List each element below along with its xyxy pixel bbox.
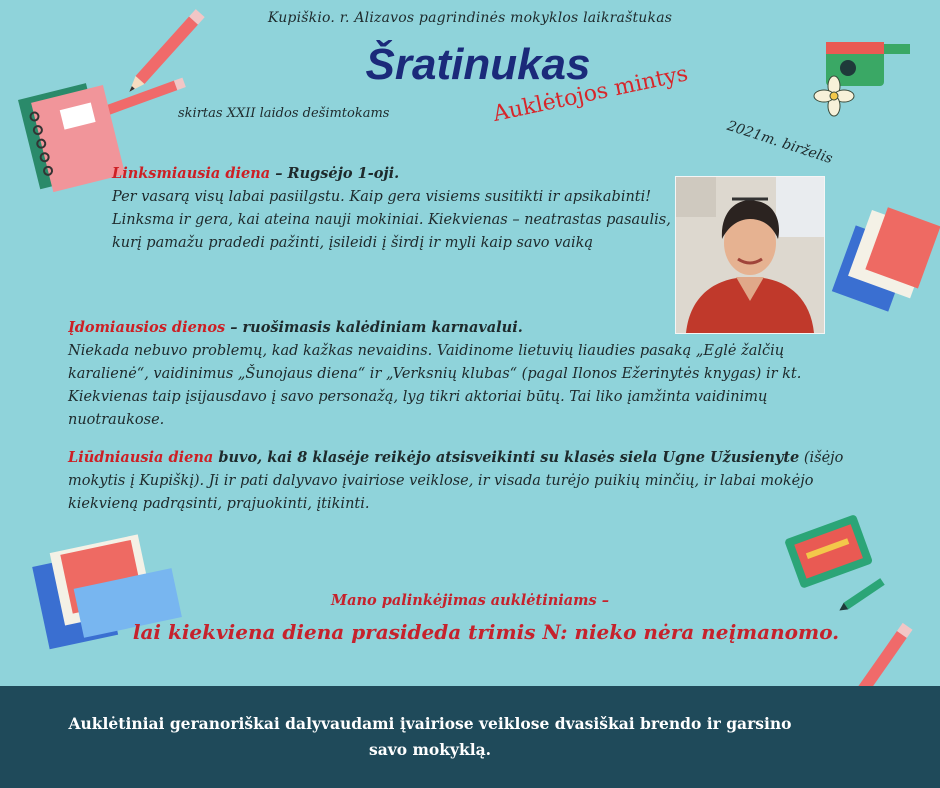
paragraph-headline: – Rugsėjo 1-oji.	[270, 165, 400, 182]
paragraph-label: Įdomiausios dienos	[68, 319, 226, 336]
paragraph-label: Liūdniausia diena	[68, 449, 214, 466]
paragraph-label: Linksmiausia diena	[112, 165, 271, 182]
issue-date: 2021m. birželis	[725, 118, 835, 168]
notebook-icon	[18, 79, 125, 195]
paragraph-interesting-days	[68, 316, 868, 432]
paragraph-saddest-day	[68, 446, 878, 516]
paragraph-body: Per vasarą visų labai pasiilgstu. Kaip gera visiems susitikti ir apsikabinti! Linksma ir gera, kai ateina nauji mokiniai. Kiekvienas – neatrastas pasaulis, kurį pamažu pradedi pažinti, įsileidi į širdį ir myli kaip savo vaiką	[112, 189, 671, 251]
pencil-case-icon	[784, 514, 873, 589]
footer-text: Auklėtiniai geranoriškai dalyvaudami įvairiose veiklose dvasiškai brendo ir garsino savo mokyklą.	[68, 714, 792, 759]
teacher-portrait-icon	[676, 177, 824, 333]
paragraph-body: Niekada nebuvo problemų, kad kažkas nevaidins. Vaidinome lietuvių liaudies pasaką „Eglė žalčių karalienė“, vaidinimus „Šunojaus diena“ ir „Verksnių klubas“ (pagal Ilonos Ežerinytės knygas) ir kt. Kiekvienas taip įsijausdavo į savo personažą, lyg tikri aktoriai būtų. Tai liko įamžinta vaidinimų nuotraukose.	[68, 343, 802, 428]
teacher-photo	[675, 176, 825, 334]
books-icon	[832, 199, 940, 318]
wish-lead: Mano palinkėjimas auklėtiniams –	[331, 592, 609, 609]
newsletter-title: Šratinukas	[365, 40, 591, 89]
school-name: Kupiškio. r. Alizavos pagrindinės mokyklos laikraštukas	[267, 10, 673, 26]
paragraph-body: (išėjo mokytis į Kupiškį). Ji ir pati dalyvavo įvairiose veiklose, ir visada turėjo puikių minčių, ir labai mokėjo kiekvieną padrąsinti, prajuokinti, įtikinti.	[68, 450, 844, 512]
wish-main: lai kiekviena diena prasideda trimis N: nieko nėra neįmanomo.	[132, 620, 840, 644]
dedication: skirtas XXII laidos dešimtokams	[178, 106, 390, 121]
paragraph-headline: – ruošimasis kalėdiniam karnavalui.	[225, 319, 523, 336]
paragraph-happiest-day	[112, 162, 682, 255]
section-title: Auklėtojos mintys	[490, 61, 691, 127]
paragraph-headline: buvo, kai 8 klasėje reikėjo atsisveikinti su klasės siela Ugne Užusienyte	[213, 449, 800, 466]
